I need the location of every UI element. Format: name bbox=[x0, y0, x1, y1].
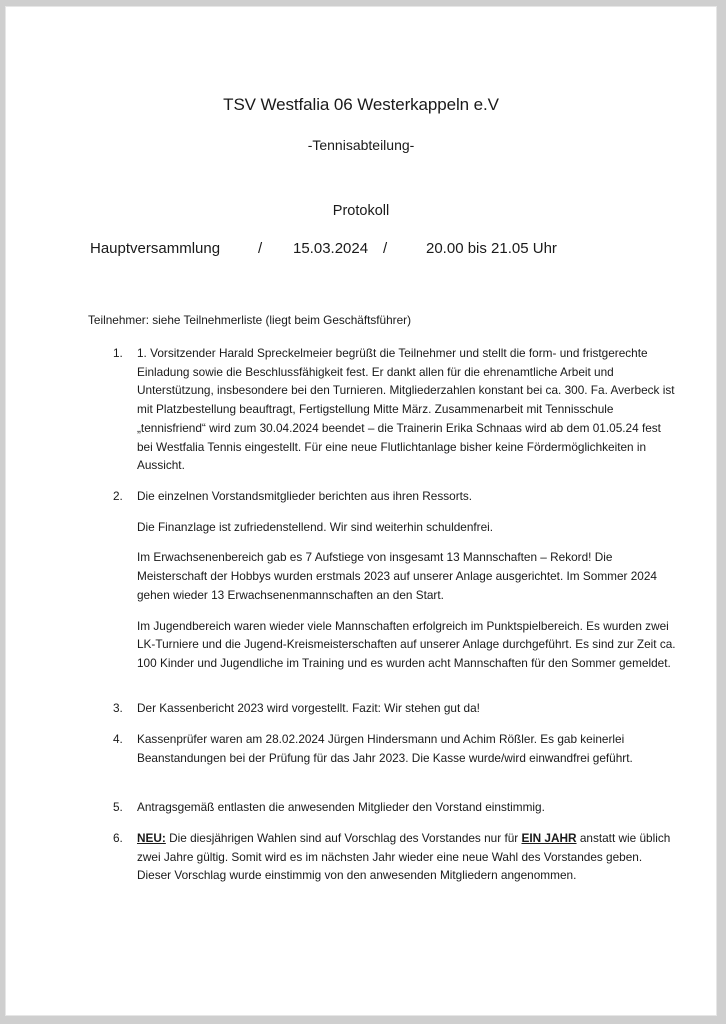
meeting-date: 15.03.2024 bbox=[293, 240, 369, 257]
item-paragraph: 1. Vorsitzender Harald Spreckelmeier begrüßt die Teilnehmer und stellt die form- und fristgerechte Einladung sowie die Beschlussfähigkeit fest. Er dankt allen für die ehrenamtliche Arbeit und Unterstützung, insbesondere bei den Turnieren. Mitgliederzahlen konstant bei ca. 300. Fa. Averbeck ist mit Platzbestellung beauftragt, Fertigstellung Mitte März. Zusammenarbeit mit Tennisschule „tennisfriend“ wird zum 30.04.2024 beendet – die Trainerin Erika Schnaas wird ab dem 01.05.24 fest bei Westfalia Tennis eingestellt. Für eine neue Flutlichtanlage bisher keine Fördermöglichkeiten in Aussicht. bbox=[137, 346, 675, 473]
item-number: 4. bbox=[113, 732, 123, 746]
item-number: 2. bbox=[113, 489, 123, 503]
document-page bbox=[5, 6, 717, 1016]
meeting-time: 20.00 bis 21.05 Uhr bbox=[426, 240, 557, 257]
item-paragraph: Der Kassenbericht 2023 wird vorgestellt. Fazit: Wir stehen gut da! bbox=[137, 701, 480, 715]
club-name: TSV Westfalia 06 Westerkappeln e.V bbox=[223, 95, 499, 114]
document-type: Protokoll bbox=[332, 203, 390, 219]
separator: / bbox=[258, 240, 263, 257]
item-paragraph: Im Erwachsenenbereich gab es 7 Aufstiege von insgesamt 13 Mannschaften – Rekord! Die Meisterschaft der Hobbys wurden erstmals 2023 auf unserer Anlage ausgerichtet. Im Sommer 2024 gehen wieder 13 Erwachsenenmannschaften an den Start. bbox=[137, 550, 657, 602]
item-body bbox=[137, 344, 677, 475]
item-number: 1. bbox=[113, 346, 123, 360]
item-number: 3. bbox=[113, 701, 123, 715]
item-body bbox=[137, 829, 677, 885]
one-year-highlight: EIN JAHR bbox=[521, 831, 577, 845]
item-body bbox=[137, 798, 677, 817]
item-number: 6. bbox=[113, 831, 123, 845]
item-body bbox=[137, 730, 677, 767]
item-paragraph: Die einzelnen Vorstandsmitglieder berichten aus ihren Ressorts. bbox=[137, 489, 473, 503]
item-text: anstatt wie üblich zwei Jahre gültig. Somit wird es im nächsten Jahr wieder eine neue Wahl des Vorstandes geben. Dieser Vorschlag wurde einstimmig von den anwesenden Mitgliedern angenommen. bbox=[137, 831, 671, 883]
department-name: -Tennisabteilung- bbox=[307, 137, 415, 153]
item-paragraph: Die Finanzlage ist zufriedenstellend. Wir sind weiterhin schuldenfrei. bbox=[137, 519, 494, 534]
separator: / bbox=[383, 240, 388, 257]
item-paragraph bbox=[137, 829, 677, 885]
item-paragraph: Kassenprüfer waren am 28.02.2024 Jürgen Hindersmann und Achim Rößler. Es gab keinerlei Beanstandungen bei der Prüfung für das Jahr 2023. Die Kasse wurde/wird einwandfrei geführt. bbox=[137, 732, 633, 765]
item-number: 5. bbox=[113, 800, 123, 814]
item-paragraph: Antragsgemäß entlasten die anwesenden Mitglieder den Vorstand einstimmig. bbox=[137, 800, 545, 814]
new-label: NEU: bbox=[137, 831, 166, 845]
item-paragraph: Im Jugendbereich waren wieder viele Mannschaften erfolgreich im Punktspielbereich. Es wurden zwei LK-Turniere und die Jugend-Kreismeisterschaften auf unserer Anlage durchgeführt. Es sind zur Zeit ca. 100 Kinder und Jugendliche im Training und es wurden acht Mannschaften für den Sommer gemeldet. bbox=[137, 618, 676, 670]
item-body bbox=[137, 487, 677, 673]
item-text: Die diesjährigen Wahlen sind auf Vorschlag des Vorstandes nur für bbox=[165, 831, 522, 845]
meeting-type: Hauptversammlung bbox=[90, 240, 221, 257]
participants-note: Teilnehmer: siehe Teilnehmerliste (liegt beim Geschäftsführer) bbox=[88, 313, 412, 327]
item-body bbox=[137, 699, 677, 718]
